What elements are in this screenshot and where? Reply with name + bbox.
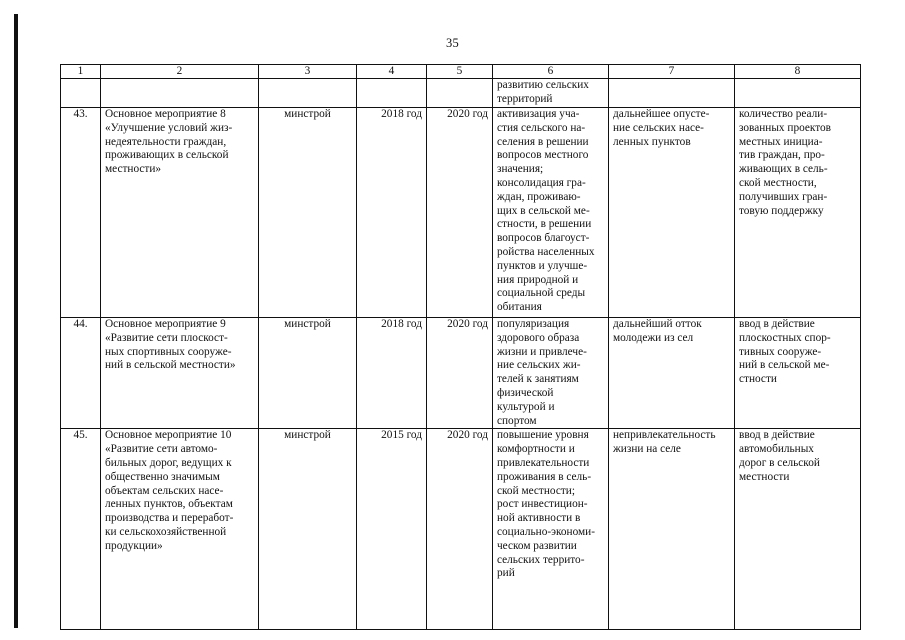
page-number: 35	[445, 36, 460, 50]
measure-name-cell	[101, 318, 259, 429]
start-year-cell: 2018 год	[357, 318, 427, 429]
end-year-cell: 2020 год	[427, 318, 493, 429]
table-header-row	[61, 65, 861, 79]
executor-cell: минстрой	[259, 429, 357, 630]
table-cell	[735, 79, 861, 108]
consequence: дальнейшее опусте- ние сельских насе- ленных пунктов	[613, 108, 710, 148]
column-header: 8	[735, 65, 861, 79]
start-year-cell: 2018 год	[357, 108, 427, 318]
indicator-cell	[735, 108, 861, 318]
continuation-text: развитию сельских территорий	[497, 79, 589, 105]
indicator-cell	[735, 318, 861, 429]
expected-result-cell	[493, 318, 609, 429]
indicator: ввод в действие автомобильных дорог в сельской местности	[739, 429, 820, 483]
executor-cell: минстрой	[259, 108, 357, 318]
measure-name-cell	[101, 108, 259, 318]
indicator: ввод в действие плоскостных спор- тивных сооруже- ний в сельской ме- стности	[739, 318, 831, 386]
expected-result-cell	[493, 429, 609, 630]
table-row	[61, 429, 861, 630]
column-header: 1	[61, 65, 101, 79]
column-header: 2	[101, 65, 259, 79]
row-number: 45.	[61, 429, 101, 630]
measure-name: Основное мероприятие 9 «Развитие сети плоскост- ных спортивных сооруже- ний в сельской местности»	[105, 318, 236, 372]
column-header: 3	[259, 65, 357, 79]
measure-name-cell	[101, 429, 259, 630]
executor-cell: минстрой	[259, 318, 357, 429]
continuation-row	[61, 79, 861, 108]
indicator-cell	[735, 429, 861, 630]
expected-result: повышение уровня комфортности и привлекательности проживания в сель- ской местности; рост инвестицион- ной активности в социально-экономи- ческом развитии сельских террито- рий	[497, 429, 595, 580]
measure-name: Основное мероприятие 8 «Улучшение условий жиз- недеятельности граждан, проживающих в сельской местности»	[105, 108, 233, 176]
column-header: 7	[609, 65, 735, 79]
consequence-cell	[609, 108, 735, 318]
column-header: 5	[427, 65, 493, 79]
table-cell	[493, 79, 609, 108]
table-cell	[259, 79, 357, 108]
consequence: дальнейший отток молодежи из сел	[613, 318, 702, 344]
column-header: 6	[493, 65, 609, 79]
row-number: 44.	[61, 318, 101, 429]
table-cell	[427, 79, 493, 108]
expected-result: популяризация здорового образа жизни и привлече- ние сельских жи- телей к занятиям физической культурой и спортом	[497, 318, 587, 427]
consequence-cell	[609, 429, 735, 630]
measure-name: Основное мероприятие 10 «Развитие сети автомо- бильных дорог, ведущих к общественно значимым объектам сельских насе- ленных пунктов, объектам производства и переработ- ки сельскохозяйственной продукции»	[105, 429, 234, 552]
row-number: 43.	[61, 108, 101, 318]
expected-result-cell	[493, 108, 609, 318]
program-measures-table	[60, 64, 861, 630]
table-cell	[101, 79, 259, 108]
end-year-cell: 2020 год	[427, 429, 493, 630]
table-row	[61, 318, 861, 429]
start-year-cell: 2015 год	[357, 429, 427, 630]
table-row	[61, 108, 861, 318]
binding-edge-bar	[14, 14, 18, 628]
table-cell	[61, 79, 101, 108]
consequence: непривлекательность жизни на селе	[613, 429, 716, 456]
expected-result: активизация уча- стия сельского на- селения в решении вопросов местного значения; консолидация гра- ждан, проживаю- щих в сельской ме- стности, в решении вопросов благоуст- ройства населенных пунктов и улучше- ния природной и социальной среды обитания	[497, 108, 595, 314]
indicator: количество реали- зованных проектов местных инициа- тив граждан, про- живающих в сель- ской местности, получивших гран- товую поддержку	[739, 108, 832, 217]
consequence-cell	[609, 318, 735, 429]
end-year-cell: 2020 год	[427, 108, 493, 318]
column-header: 4	[357, 65, 427, 79]
table-cell	[357, 79, 427, 108]
table-cell	[609, 79, 735, 108]
